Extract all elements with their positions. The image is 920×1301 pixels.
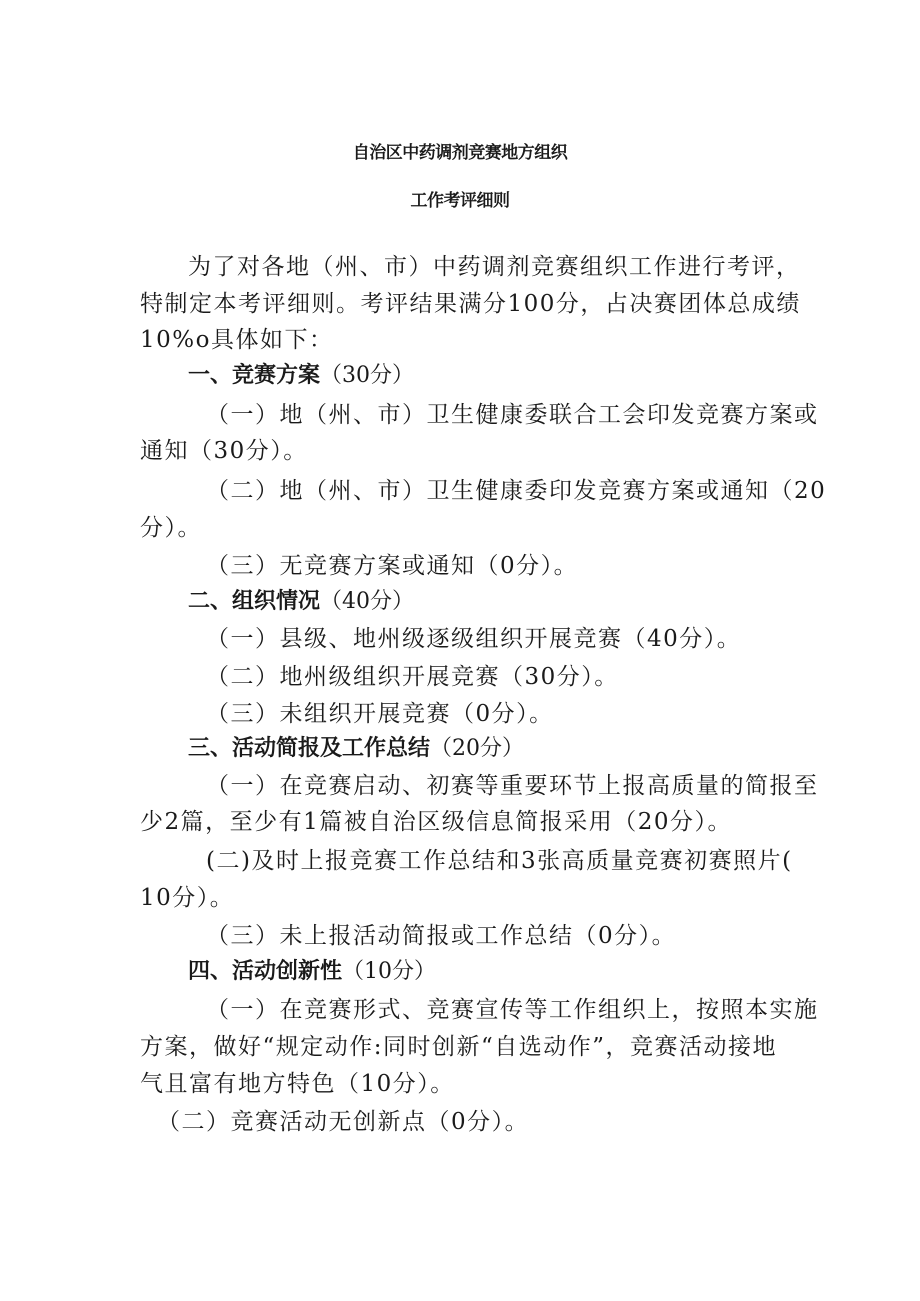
section-heading-score: （40分） (320, 589, 415, 614)
section-heading-score: （10分） (342, 959, 437, 984)
document-title-line-1: 自治区中药调剂竞赛地方组织 (352, 143, 568, 163)
section-heading-3 (188, 734, 524, 764)
document-title-line-2: 工作考评细则 (410, 191, 510, 211)
section-heading-4 (188, 957, 436, 987)
section-3-item-3-line-1: （三）未上报活动简报或工作总结（0分）。 (206, 923, 677, 949)
section-heading-text: 三、活动简报及工作总结 (188, 736, 431, 761)
section-3-item-1-line-2: 少2篇，至少有1篇被自治区级信息简报采用（20分）。 (140, 809, 733, 835)
section-heading-text: 二、组织情况 (188, 589, 321, 614)
section-1-item-1-line-2: 通知（30分）。 (140, 438, 308, 464)
section-heading-score: （20分） (430, 736, 525, 761)
section-4-item-1-line-2: 方案，做好“规定动作:同时创新“自选动作”，竞赛活动接地 (140, 1034, 778, 1060)
intro-line-1: 为了对各地（州、市）中药调剂竞赛组织工作进行考评， (188, 254, 801, 280)
section-3-item-1-line-1: （一）在竞赛启动、初赛等重要环节上报高质量的简报至 (206, 773, 819, 799)
section-4-item-1-line-3: 气且富有地方特色（10分）。 (140, 1071, 455, 1097)
intro-line-2: 特制定本考评细则。考评结果满分100分，占决赛团体总成绩 (140, 291, 801, 317)
section-1-item-2-line-2: 分）。 (140, 515, 202, 541)
section-heading-score: （30分） (320, 363, 415, 388)
section-3-item-2-line-1: (二)及时上报竞赛工作总结和3张高质量竞赛初赛照片( (206, 848, 793, 874)
section-heading-2 (188, 587, 414, 617)
section-3-item-2-line-2: 10分）。 (140, 885, 235, 911)
section-1-item-2-line-1: （二）地（州、市）卫生健康委印发竞赛方案或通知（20 (206, 478, 827, 504)
section-heading-text: 一、竞赛方案 (188, 363, 321, 388)
section-4-item-1-line-1: （一）在竞赛形式、竞赛宣传等工作组织上，按照本实施 (206, 997, 819, 1023)
section-1-item-1-line-1: （一）地（州、市）卫生健康委联合工会印发竞赛方案或 (206, 402, 819, 428)
section-1-item-3-line-1: （三）无竞赛方案或通知（0分）。 (206, 553, 579, 579)
section-heading-1 (188, 361, 414, 391)
section-heading-text: 四、活动创新性 (188, 959, 343, 984)
intro-line-3: 10%o具体如下： (140, 327, 334, 353)
section-4-item-2-line-1: （二）竞赛活动无创新点（0分）。 (157, 1109, 530, 1135)
section-2-item-2-line-1: （二）地州级组织开展竞赛（30分）。 (206, 664, 619, 690)
section-2-item-1-line-1: （一）县级、地州级逐级组织开展竞赛（40分）。 (206, 626, 742, 652)
section-2-item-3-line-1: （三）未组织开展竞赛（0分）。 (206, 701, 554, 727)
